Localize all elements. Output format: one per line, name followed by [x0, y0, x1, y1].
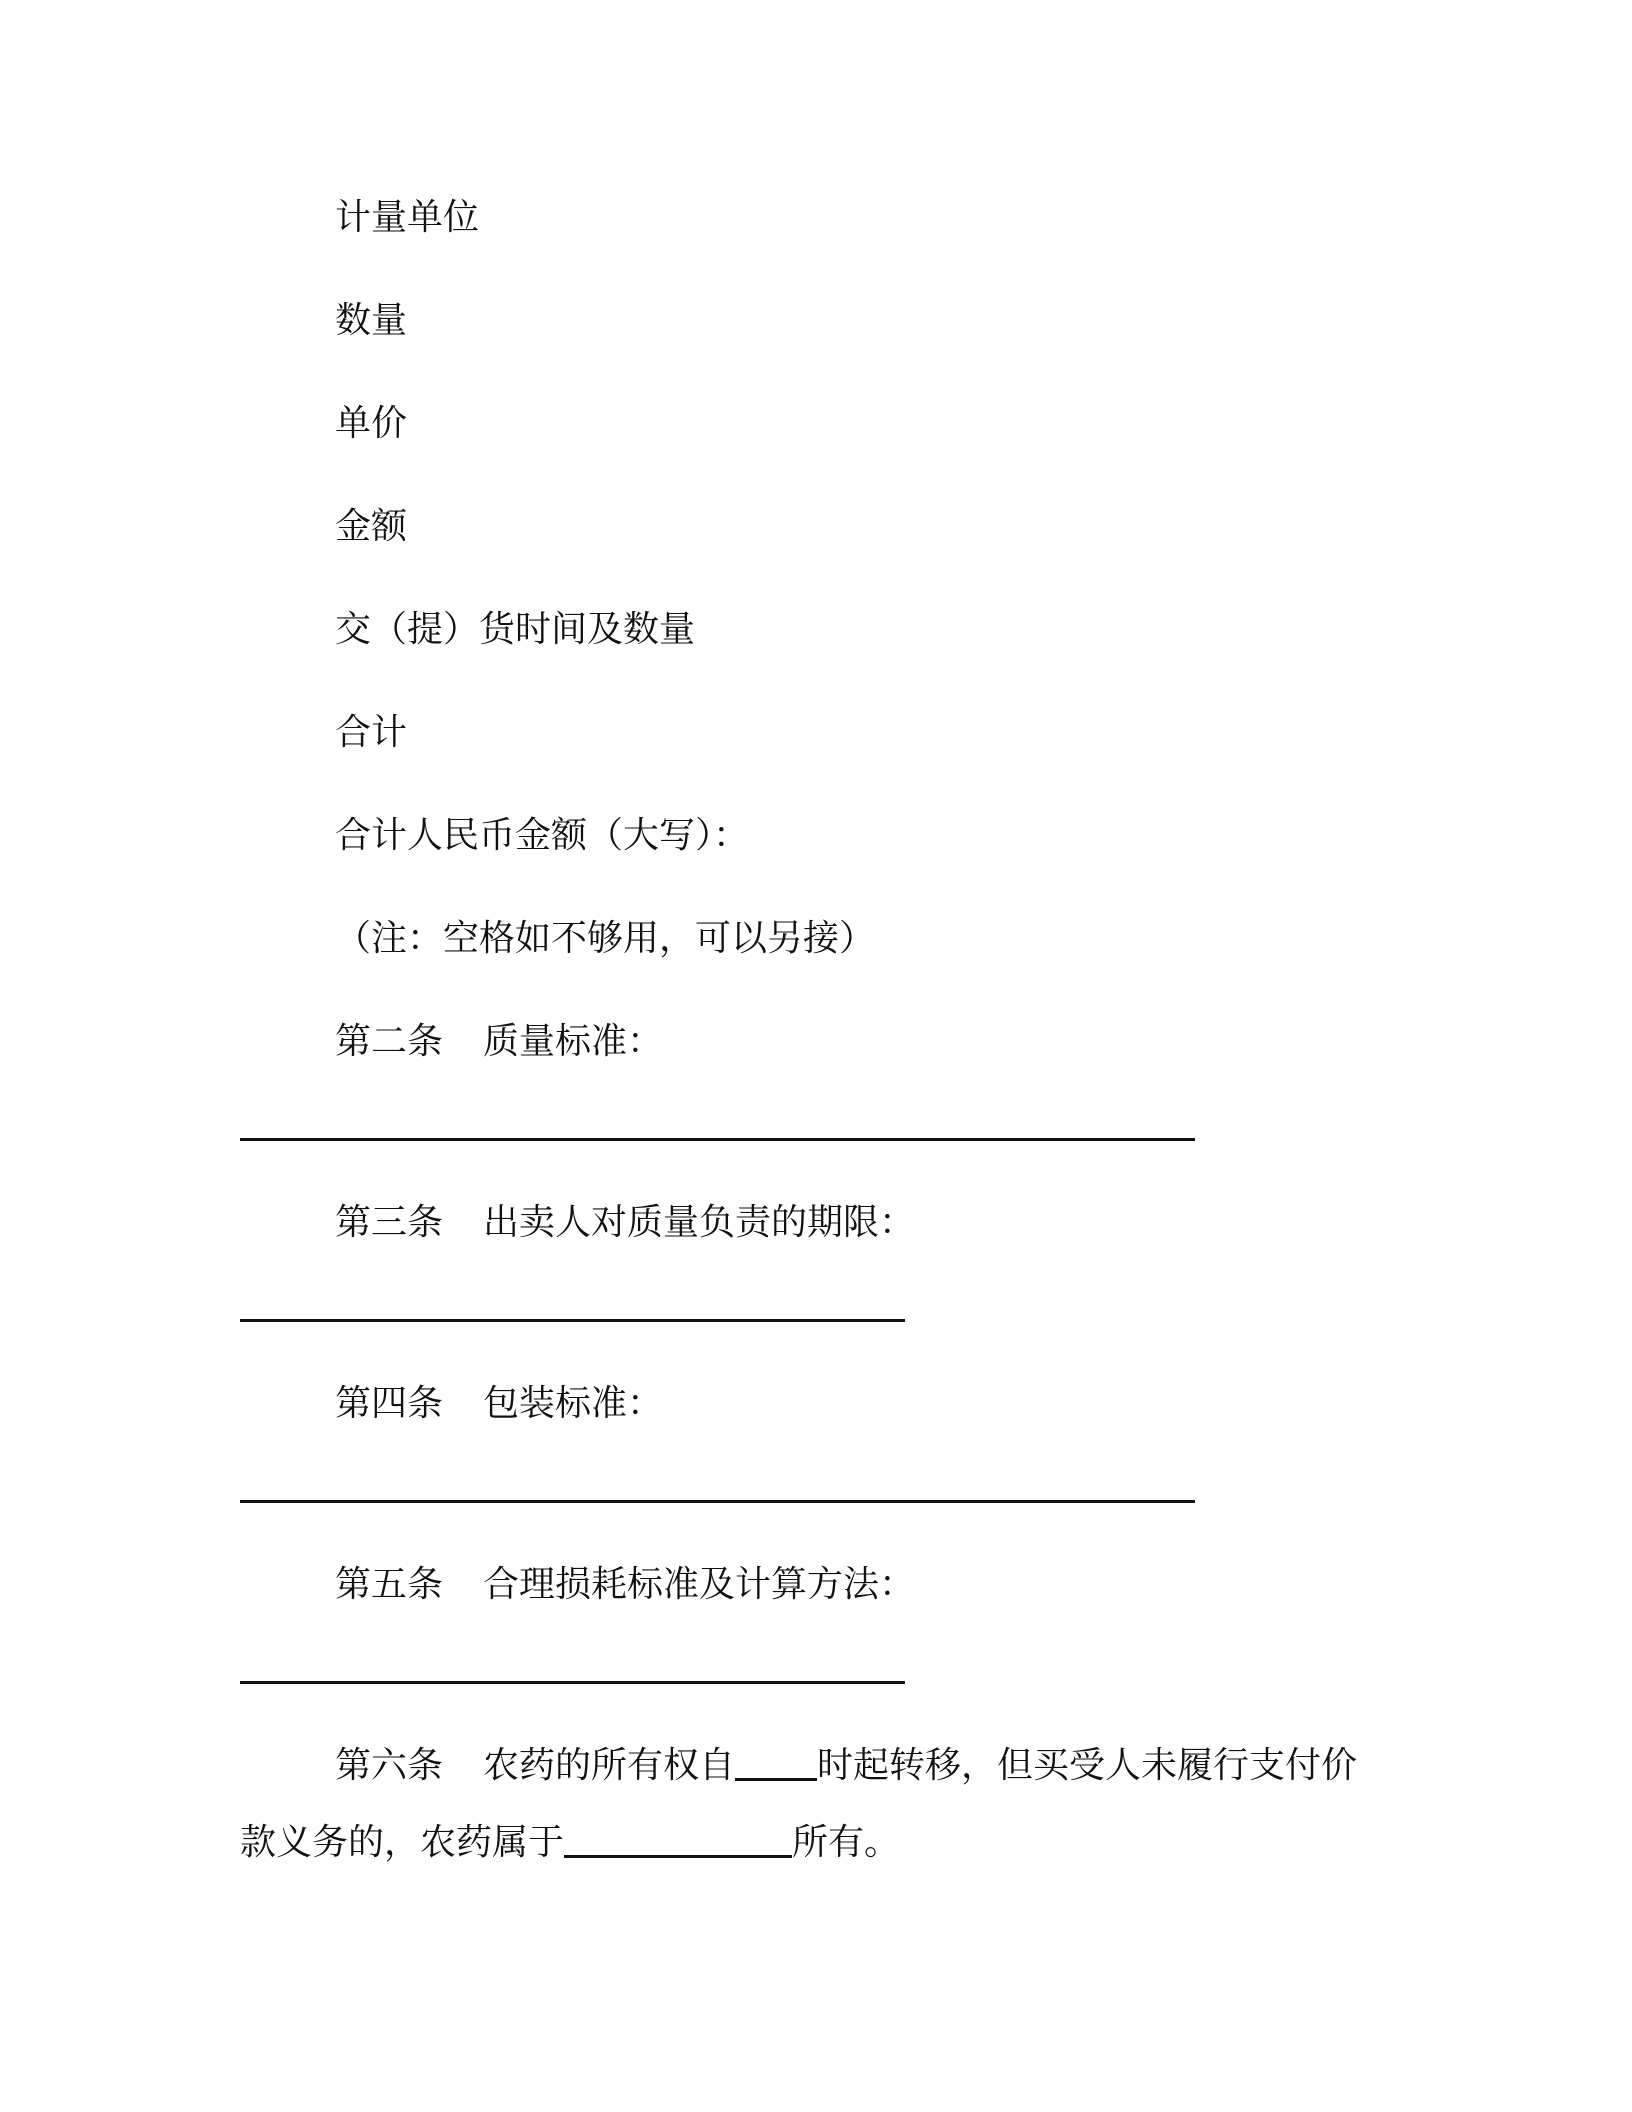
article-6-line-2: [240, 1819, 900, 1867]
article-6-text-b: 时起转移，但买受人未履行支付价: [817, 1745, 1358, 1786]
article-6-blank-time: [735, 1742, 817, 1781]
article-5-number: 第五条: [335, 1564, 444, 1605]
article-2-number: 第二条: [335, 1021, 444, 1062]
article-2-text: 质量标准：: [483, 1021, 664, 1062]
item-total: 合计: [335, 712, 408, 753]
article-3: [335, 1199, 915, 1247]
article-6-text-a: 农药的所有权自: [483, 1745, 736, 1786]
article-4-text: 包装标准：: [483, 1383, 664, 1424]
item-delivery: 交（提）货时间及数量: [335, 609, 696, 650]
article-2: [335, 1018, 663, 1066]
article-2-fill-line: [240, 1138, 1195, 1141]
article-6-number: 第六条: [335, 1745, 444, 1786]
article-5-text: 合理损耗标准及计算方法：: [483, 1564, 916, 1605]
note-text: （注：空格如不够用，可以另接）: [335, 918, 876, 959]
article-3-number: 第三条: [335, 1202, 444, 1243]
article-6-text-c: 款义务的，农药属于: [240, 1822, 565, 1863]
article-6-line-1: [335, 1742, 1357, 1790]
article-4-fill-line: [240, 1500, 1195, 1503]
item-unit-price: 单价: [335, 403, 408, 444]
article-6-text-d: 所有。: [792, 1822, 901, 1863]
item-total-rmb: 合计人民币金额（大写）：: [335, 815, 750, 856]
article-3-fill-line: [240, 1319, 905, 1322]
article-5: [335, 1561, 915, 1609]
article-4-number: 第四条: [335, 1383, 444, 1424]
article-5-fill-line: [240, 1681, 905, 1684]
item-unit: 计量单位: [335, 197, 480, 238]
item-amount: 金额: [335, 506, 408, 547]
item-quantity: 数量: [335, 300, 408, 341]
article-4: [335, 1380, 663, 1428]
article-6-blank-owner: [564, 1819, 792, 1858]
article-3-text: 出卖人对质量负责的期限：: [483, 1202, 916, 1243]
